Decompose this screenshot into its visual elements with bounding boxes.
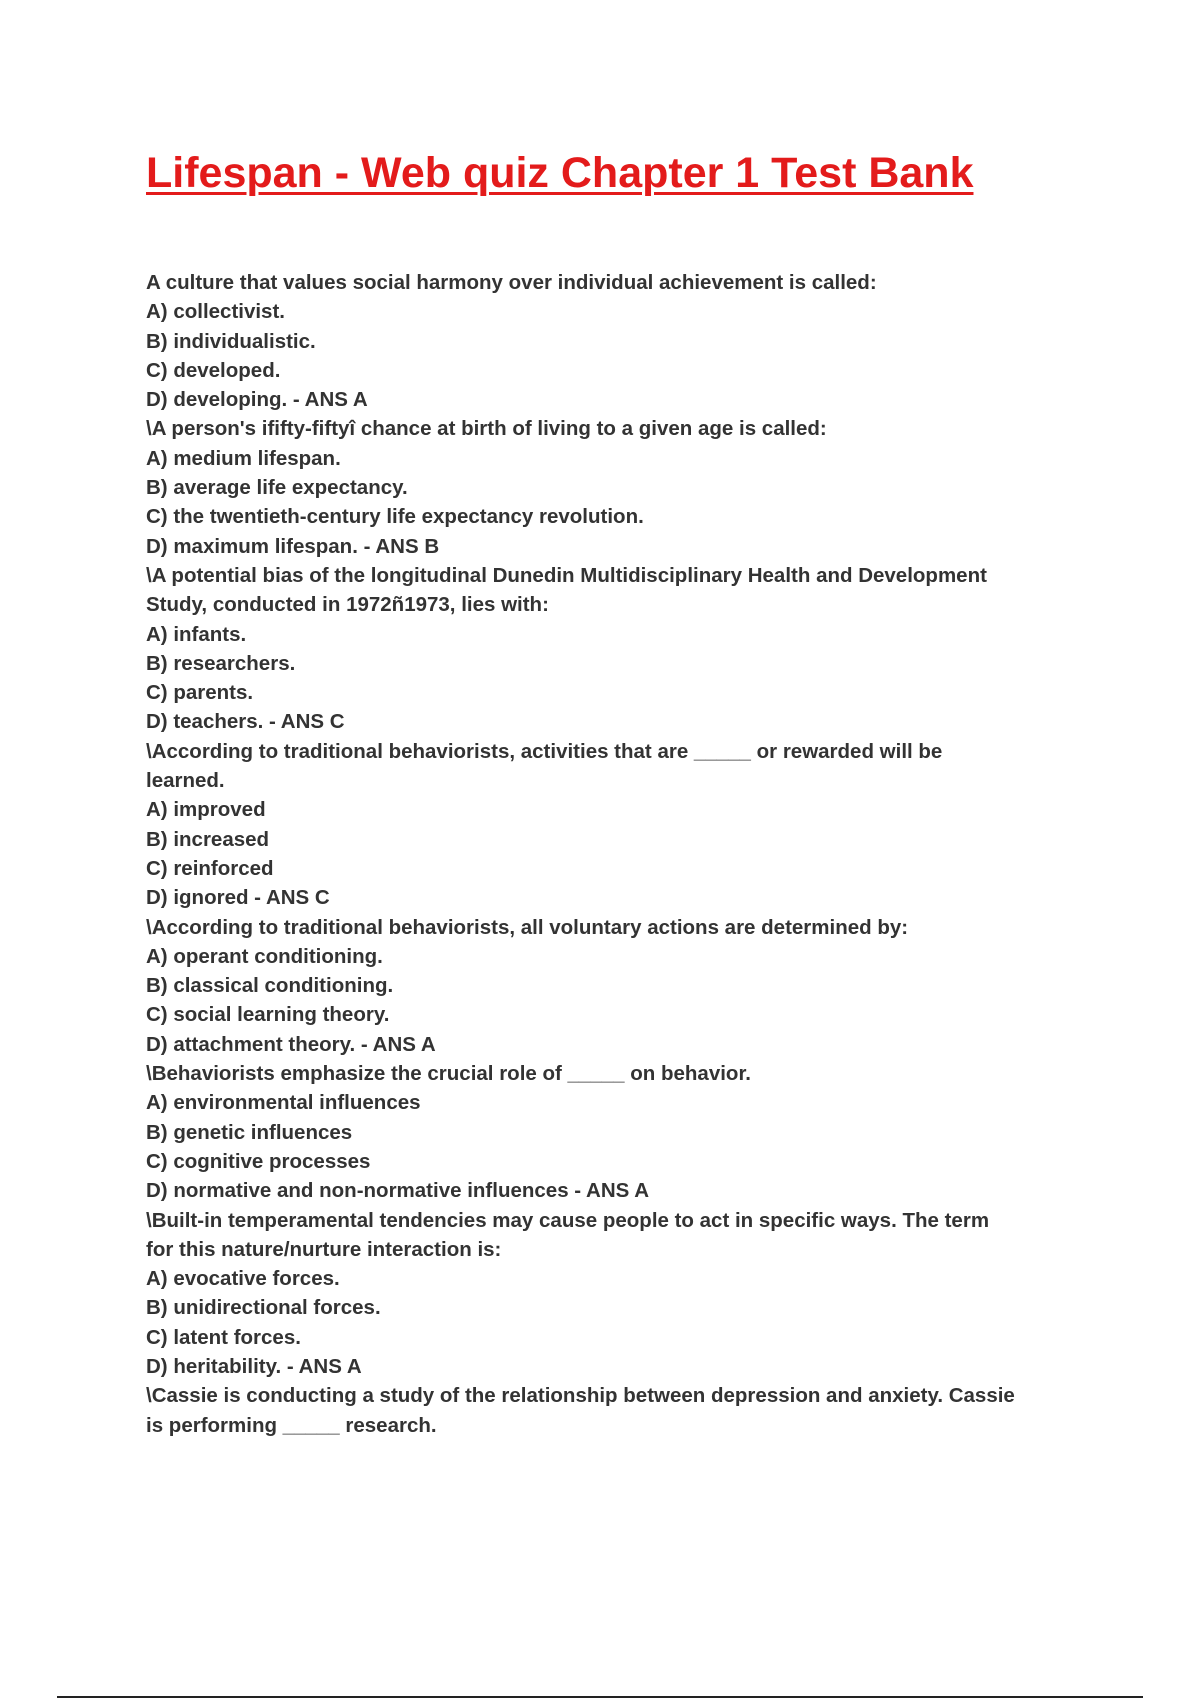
question-line: is performing _____ research. [146,1413,437,1437]
answer-option: B) researchers. [146,651,296,675]
question-line: \Behaviorists emphasize the crucial role of _____ on behavior. [146,1062,751,1086]
answer-option: B) unidirectional forces. [146,1296,381,1320]
question-line: Study, conducted in 1972ñ1973, lies with: [146,593,549,617]
question-line: \According to traditional behaviorists, activities that are _____ or rewarded will be [146,739,943,763]
answer-option-with-key: D) ignored - ANS C [146,886,330,910]
answer-option: C) latent forces. [146,1325,301,1349]
answer-option: A) evocative forces. [146,1267,340,1291]
question-line: A culture that values social harmony over individual achievement is called: [146,271,877,294]
answer-option-with-key: D) normative and non-normative influences - ANS A [146,1179,650,1203]
answer-option: B) classical conditioning. [146,974,394,998]
question-line: \According to traditional behaviorists, all voluntary actions are determined by: [146,915,909,939]
answer-option: B) average life expectancy. [146,476,408,500]
answer-option: A) environmental influences [146,1091,421,1115]
answer-option: C) reinforced [146,856,274,880]
answer-option: C) the twentieth-century life expectancy revolution. [146,505,644,529]
footer-divider [57,1696,1143,1698]
answer-option: C) parents. [146,681,254,705]
answer-option: B) individualistic. [146,329,316,353]
question-line: learned. [146,769,225,793]
answer-option-with-key: D) heritability. - ANS A [146,1354,362,1378]
answer-option-with-key: D) developing. - ANS A [146,388,368,412]
question-line: \A person's ififty-fiftyî chance at birth of living to a given age is called: [146,417,827,441]
answer-option-with-key: D) maximum lifespan. - ANS B [146,534,440,558]
quiz-content [146,268,1096,1440]
answer-option: C) social learning theory. [146,1003,390,1027]
document-title: Lifespan - Web quiz Chapter 1 Test Bank [146,149,974,197]
answer-option: A) infants. [146,622,247,646]
answer-option-with-key: D) attachment theory. - ANS A [146,1032,436,1056]
answer-option: B) increased [146,827,270,851]
question-line: \Cassie is conducting a study of the relationship between depression and anxiety. Cassie [146,1384,1015,1408]
answer-option: A) medium lifespan. [146,446,341,470]
answer-option: A) collectivist. [146,300,285,324]
answer-option: C) cognitive processes [146,1149,371,1173]
question-line: for this nature/nurture interaction is: [146,1237,502,1261]
answer-option: A) operant conditioning. [146,944,383,968]
answer-option-with-key: D) teachers. - ANS C [146,710,345,734]
answer-option: C) developed. [146,358,281,382]
question-line: \Built-in temperamental tendencies may cause people to act in specific ways. The term [146,1208,990,1232]
answer-option: A) improved [146,798,266,822]
question-line: \A potential bias of the longitudinal Dunedin Multidisciplinary Health and Development [146,563,987,587]
answer-option: B) genetic influences [146,1120,353,1144]
